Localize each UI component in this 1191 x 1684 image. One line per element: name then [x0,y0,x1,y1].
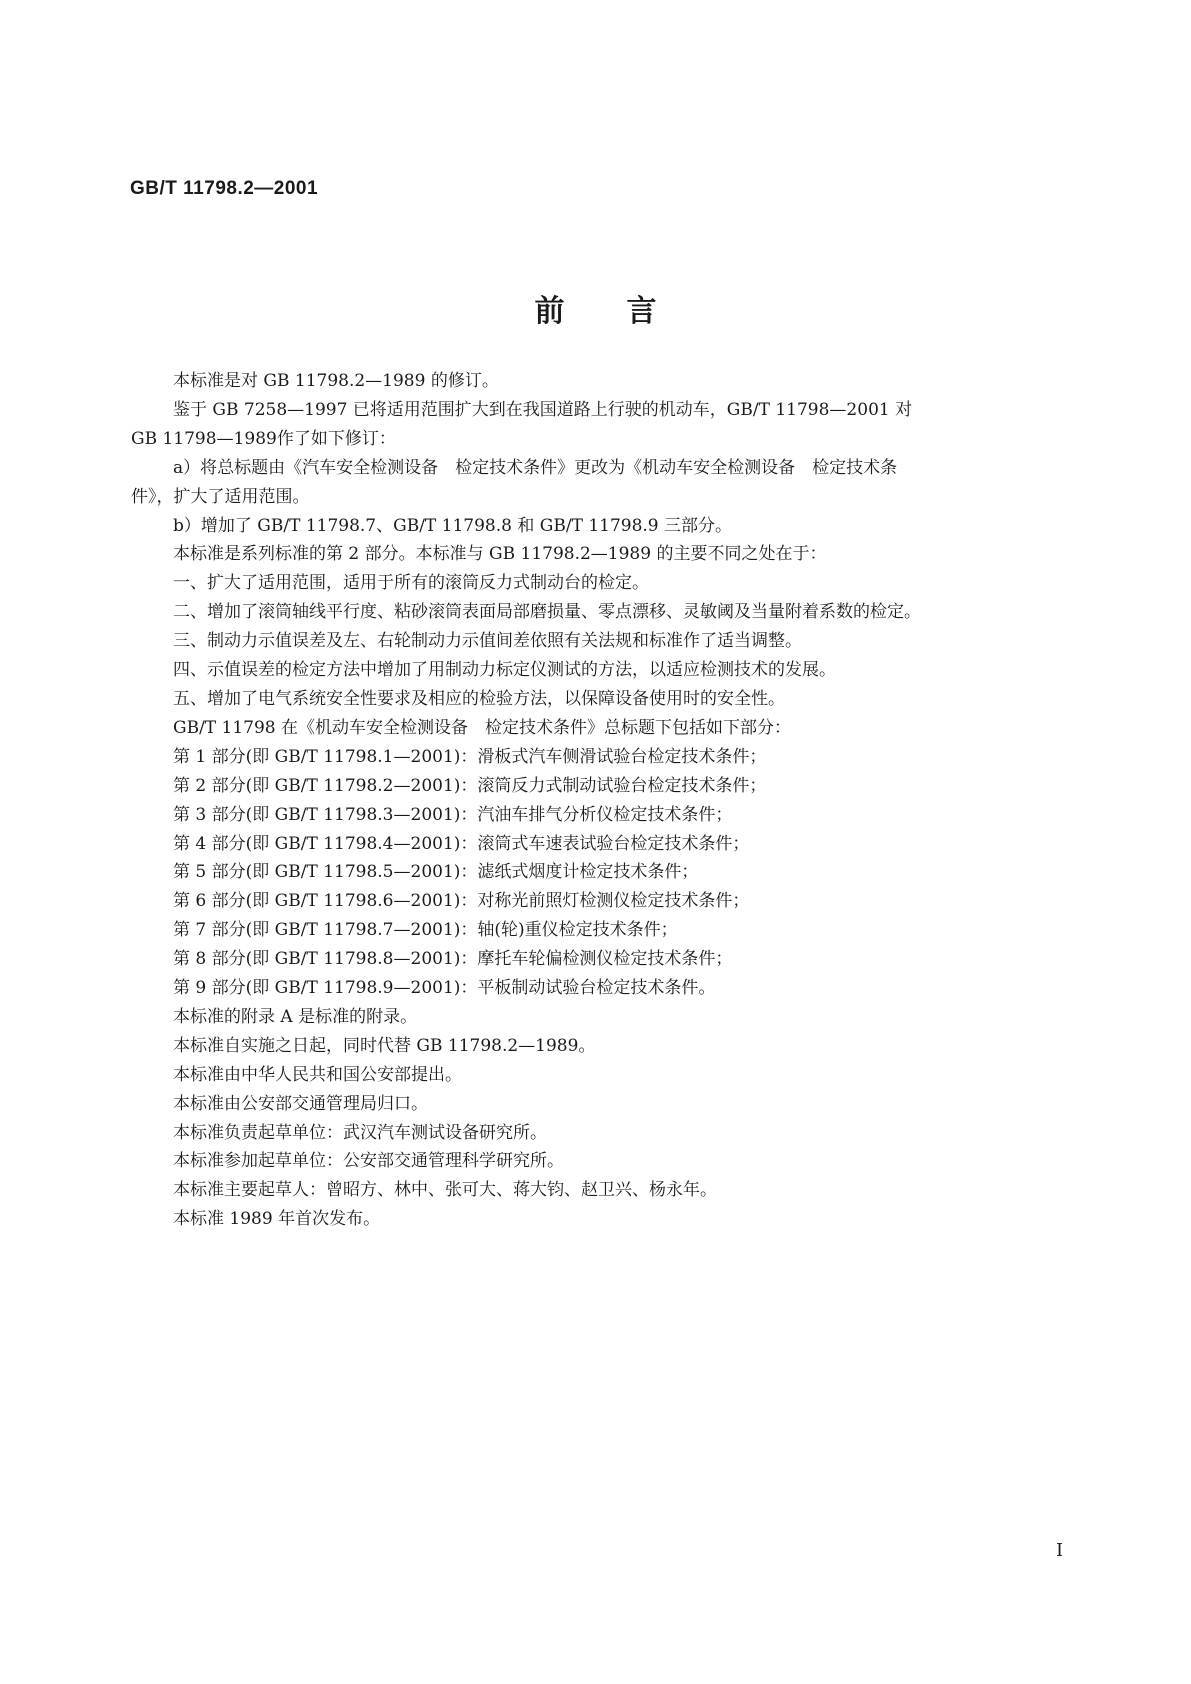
list-item: 四、示值误差的检定方法中增加了用制动力标定仪测试的方法，以适应检测技术的发展。 [173,660,836,681]
paragraph: 本标准是对 GB 11798.2—1989 的修订。 [173,371,499,391]
part-list-item: 第 6 部分(即 GB/T 11798.6—2001)：对称光前照灯检测仪检定技术条件； [173,891,750,912]
list-item: 二、增加了滚筒轴线平行度、粘砂滚筒表面局部磨损量、零点漂移、灵敏阈及当量附着系数的检定。 [173,602,921,623]
foreword-body [131,367,1045,1234]
paragraph: 本标准是系列标准的第 2 部分。本标准与 GB 11798.2—1989 的主要不同之处在于： [173,544,827,565]
paragraph: 本标准参加起草单位：公安部交通管理科学研究所。 [173,1151,564,1172]
paragraph: 本标准由中华人民共和国公安部提出。 [173,1064,462,1085]
paragraph: 本标准自实施之日起，同时代替 GB 11798.2—1989。 [173,1035,596,1056]
page-number: I [1056,1540,1064,1561]
paragraph-continuation: 件》，扩大了适用范围。 [131,486,310,507]
paragraph: a）将总标题由《汽车安全检测设备 检定技术条件》更改为《机动车安全检测设备 检定技术条 [173,457,898,478]
paragraph: b）增加了 GB/T 11798.7、GB/T 11798.8 和 GB/T 11798.9 三部分。 [173,515,733,536]
part-list-item: 第 1 部分(即 GB/T 11798.1—2001)：滑板式汽车侧滑试验台检定技术条件； [173,746,767,767]
part-list-item: 第 8 部分(即 GB/T 11798.8—2001)：摩托车轮偏检测仪检定技术条件； [173,949,733,970]
part-list-item: 第 4 部分(即 GB/T 11798.4—2001)：滚筒式车速表试验台检定技术条件； [173,833,750,854]
paragraph: 本标准负责起草单位：武汉汽车测试设备研究所。 [173,1122,547,1143]
paragraph: 鉴于 GB 7258—1997 已将适用范围扩大到在我国道路上行驶的机动车，GB/T 11798—2001 对 [173,399,913,420]
part-list-item: 第 3 部分(即 GB/T 11798.3—2001)：汽油车排气分析仪检定技术条件； [173,804,733,825]
paragraph: 本标准的附录 A 是标准的附录。 [173,1006,418,1027]
list-item: 一、扩大了适用范围，适用于所有的滚筒反力式制动台的检定。 [173,573,649,594]
paragraph: GB/T 11798 在《机动车安全检测设备 检定技术条件》总标题下包括如下部分： [173,717,792,738]
paragraph: 本标准由公安部交通管理局归口。 [173,1093,428,1114]
page-title: 前言 [534,294,719,329]
paragraph: 本标准主要起草人：曾昭方、林中、张可大、蒋大钧、赵卫兴、杨永年。 [173,1180,717,1201]
part-list-item: 第 7 部分(即 GB/T 11798.7—2001)：轴(轮)重仪检定技术条件； [173,920,678,941]
paragraph-continuation: GB 11798—1989作了如下修订： [131,428,396,449]
part-list-item: 第 2 部分(即 GB/T 11798.2—2001)：滚筒反力式制动试验台检定技术条件； [173,775,767,796]
list-item: 三、制动力示值误差及左、右轮制动力示值间差依照有关法规和标准作了适当调整。 [173,631,802,652]
part-list-item: 第 9 部分(即 GB/T 11798.9—2001)：平板制动试验台检定技术条件。 [173,978,716,999]
paragraph: 本标准 1989 年首次发布。 [173,1209,381,1230]
part-list-item: 第 5 部分(即 GB/T 11798.5—2001)：滤纸式烟度计检定技术条件； [173,862,699,883]
document-id: GB/T 11798.2—2001 [130,178,319,199]
list-item: 五、增加了电气系统安全性要求及相应的检验方法，以保障设备使用时的安全性。 [173,688,785,709]
